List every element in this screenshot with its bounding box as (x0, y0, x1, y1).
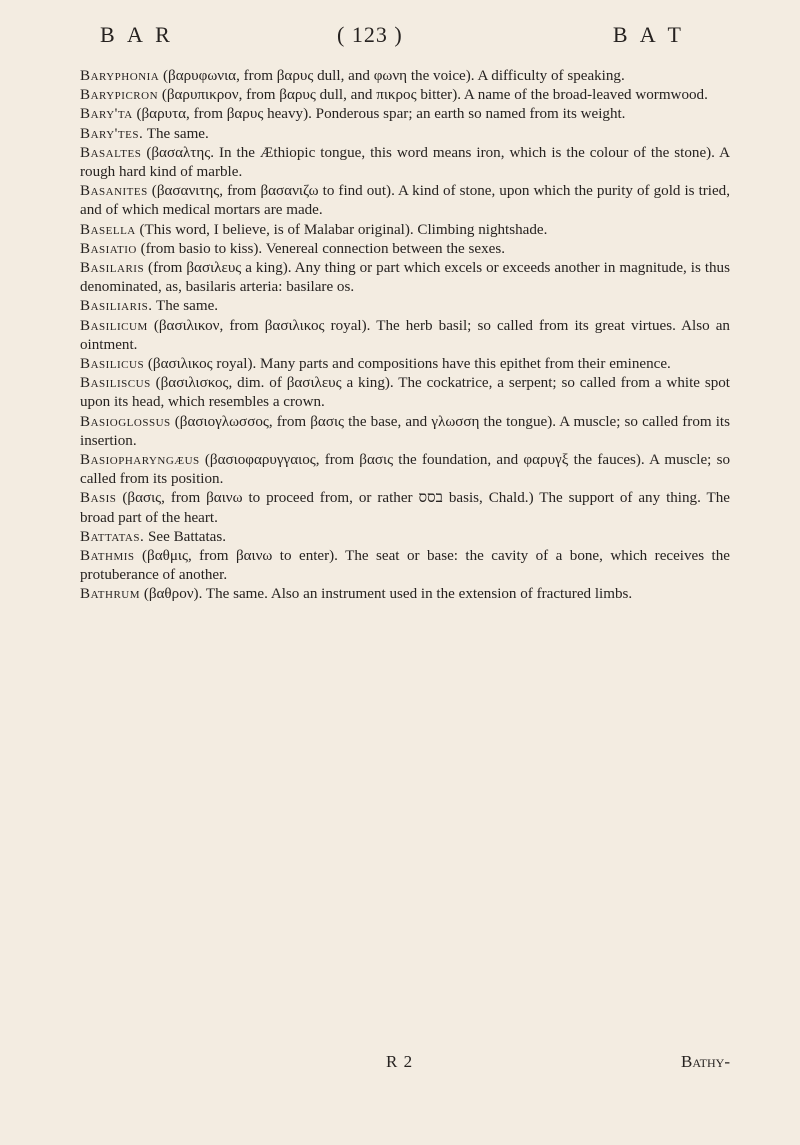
entry-definition: (from basio to kiss). Venereal connection between the sexes. (140, 240, 505, 257)
entry-definition: (from βασιλευς a king). Any thing or part which excels or exceeds another in magnitude, is thus denominated, as, basilaris arteria: basilare os. (80, 260, 730, 296)
header-right: B A T (612, 22, 685, 47)
entry-definition: (βασιλικος royal). Many parts and compositions have this epithet from their eminence. (147, 356, 671, 373)
entry-headword: Bathmis (80, 548, 135, 565)
entry-headword: Basioglossus (80, 413, 171, 430)
entry-headword: Barypicron (80, 87, 159, 104)
catchword: Bathy- (681, 1052, 730, 1071)
dictionary-entry (80, 374, 730, 412)
entry-definition: (βασιογλωσσος, from βασις the base, and γλωσση the tongue). A muscle; so called from its insertion. (80, 413, 730, 449)
dictionary-entry (80, 355, 730, 374)
entry-headword: Basis (80, 490, 117, 507)
entry-headword: Bary'tes. (80, 125, 144, 142)
entry-definition: (βασιλισκος, dim. of βασιλευς a king). The cockatrice, a serpent; so called from a white spot upon its head, which resembles a crown. (80, 375, 730, 411)
entry-definition: (βασιοφαρυγγαιος, from βασις the foundation, and φαρυγξ the fauces). A muscle; so called from its position. (80, 452, 730, 488)
header-left: B A R (100, 22, 174, 47)
entry-definition: The same. (146, 125, 209, 142)
dictionary-entry (80, 240, 730, 259)
entry-definition: (βασαλτης. In the Æthiopic tongue, this word means iron, which is the colour of the stone). A rough hard kind of marble. (80, 144, 730, 181)
dictionary-entry (80, 67, 730, 86)
entry-definition: (βαθμις, from βαινω to enter). The seat or base: the cavity of a bone, which receives the protuberance of another. (80, 548, 730, 584)
dictionary-entry (80, 413, 730, 451)
dictionary-entry (80, 297, 730, 316)
entry-headword: Basanites (80, 183, 148, 200)
entry-headword: Basilicus (80, 356, 145, 373)
entry-headword: Basilicum (80, 317, 148, 334)
entry-headword: Bathrum (80, 586, 141, 603)
entry-headword: Basaltes (80, 144, 142, 161)
entry-list (80, 67, 730, 605)
entry-headword: Basiopharyngæus (80, 452, 200, 469)
entry-headword: Battatas. (80, 528, 145, 545)
entry-definition: (βαρυφωνια, from βαρυς dull, and φωνη the voice). A difficulty of speaking. (163, 68, 625, 84)
dictionary-entry (80, 182, 730, 220)
entry-headword: Basiliaris. (80, 298, 153, 315)
dictionary-entry (80, 489, 730, 527)
dictionary-entry (80, 125, 730, 144)
entry-definition: See Battatas. (148, 528, 226, 545)
entry-definition: (βασις, from βαινω to proceed from, or rather בסס basis, Chald.) The support of any thing. The broad part of the heart. (80, 490, 730, 526)
entry-headword: Basilaris (80, 260, 145, 277)
dictionary-entry (80, 547, 730, 585)
dictionary-entry (80, 451, 730, 489)
entry-headword: Basiatio (80, 240, 137, 257)
entry-headword: Baryphonia (80, 68, 160, 84)
dictionary-entry (80, 221, 730, 240)
dictionary-entry (80, 86, 730, 105)
entry-definition: (βαρυτα, from βαρυς heavy). Ponderous spar; an earth so named from its weight. (136, 106, 626, 123)
entry-headword: Basiliscus (80, 375, 151, 392)
entry-definition: (βασανιτης, from βασανιζω to find out). A kind of stone, upon which the purity of gold is tried, and of which medical mortars are made. (80, 183, 730, 219)
signature-mark: R 2 (386, 1052, 414, 1071)
dictionary-entry (80, 528, 730, 547)
entry-headword: Bary'ta (80, 106, 133, 123)
running-header (100, 22, 685, 58)
dictionary-entry (80, 144, 730, 182)
page-number: ( 123 ) (337, 22, 403, 47)
dictionary-entry (80, 105, 730, 124)
entry-definition: (This word, I believe, is of Malabar original). Climbing nightshade. (139, 221, 548, 238)
entry-headword: Basella (80, 221, 136, 238)
entry-definition: (βαθρον). The same. Also an instrument used in the extension of fractured limbs. (143, 586, 633, 603)
entry-definition: (βασιλικον, from βασιλικος royal). The herb basil; so called from its great virtues. Also an ointment. (80, 317, 730, 353)
dictionary-entry (80, 585, 730, 604)
page-footer (80, 1052, 730, 1076)
entry-definition: The same. (156, 298, 219, 315)
dictionary-entry (80, 259, 730, 297)
dictionary-entry (80, 317, 730, 355)
entry-definition: (βαρυπικρον, from βαρυς dull, and πικρος bitter). A name of the broad-leaved wormwood. (161, 87, 708, 104)
